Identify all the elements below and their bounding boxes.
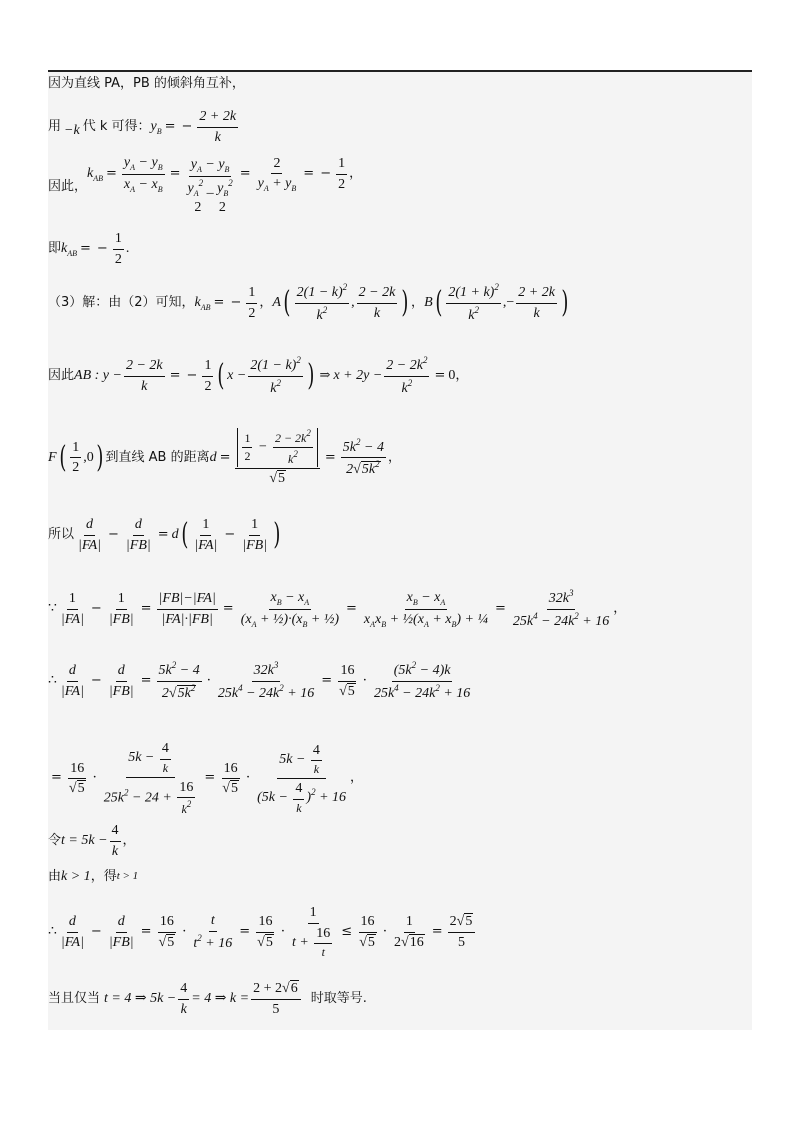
- point-b: B: [424, 295, 433, 311]
- formula-kab-derivation: $k_{AB}$: [87, 165, 104, 183]
- text-line-14: ∴ $\frac{d}{|FA|}$ − $\frac{d}{|FB|}$ = $\frac{16}{√5}$ · $\frac{t}{t^2 + 16}$ = $\frac{16}{√5}$ · 1 t + $\frac{16}{t}$ ≤ $\frac{16}{√5}$ · $\frac{1}{2√16}$ = $\frac{2√5}{5}$: [48, 904, 477, 960]
- formula-yb: $y_B$: [150, 118, 162, 136]
- text-line-15: 当且仅当 t = 4 ⇒ 5k − $\frac{4}{k}$ = 4 ⇒ k = $\frac{2 + 2√6}{5}$ 时取等号.: [48, 981, 367, 1017]
- text-line-4: 即 $k_{AB}$ = − $\frac{1}{2}$ .: [48, 231, 130, 267]
- text-line-1: [48, 76, 245, 92]
- distance-d: d: [209, 450, 217, 465]
- text-line-6: 因此 AB : y − $\frac{2 - 2k}{k}$ = − $\frac{1}{2}$ ( x − $\frac{2(1 - k)^2}{k^2}$ ) ⇒ x + 2y − $\frac{2 - 2k^2}{k^2}$ = 0 ，: [48, 355, 469, 396]
- text-line-8: 所以 $\frac{d}{|FA|}$ − $\frac{d}{|FB|}$ = d ( $\frac{1}{|FA|}$ − $\frac{1}{|FB|}$ ): [48, 517, 281, 553]
- text-line-5: （3）解：由（2）可知， $k_{AB}$ = − $\frac{1}{2}$ ， A ( $\frac{2(1 - k)^2}{k^2}$ , $\frac{2 - 2k}{k}$ ) ， B ( $\frac{2(1 + k)^2}{k^2}$ ,− $\frac{2 + 2k}{k}$ ): [48, 282, 569, 323]
- text-line-2: 用 −k 代 k 可得： $y_B$ = − $\frac{2 + 2k}{k}$: [48, 109, 237, 145]
- text-line-13: 由 k > 1 ，得 t > 1: [48, 868, 139, 884]
- sentence-complementary-angles: 因为直线 PA，PB 的倾斜角互补，: [48, 76, 245, 91]
- line-ab-equation: AB : y −: [74, 368, 122, 384]
- point-a: A: [272, 295, 281, 311]
- text-line-7: F ( $\frac{1}{2}$ ,0 ) 到直线 AB 的距离 d = $\frac{1}{2}$ − $\frac{2 - 2k^2}{k^2}$ √5 = $\frac{5k^2 - 4}{2√5k^2}$ ，: [48, 428, 401, 486]
- text-line-10: ∴ $\frac{d}{|FA|}$ − $\frac{d}{|FB|}$ = $\frac{5k^2 - 4}{2√5k^2}$ · $\frac{32k^3}{25k^4 - 24k^2 + 16}$ = $\frac{16}{√5}$ · $\frac{(5k^2 - 4)k}{25k^4 - 24k^2 + 16}$: [48, 660, 471, 701]
- text-line-9: ∵ $\frac{1}{|FA|}$ − $\frac{1}{|FB|}$ = $\frac{|FB|-|FA|}{|FA|\cdot|FB|}$ = $\frac{x_B - x_A}{(x_A + \frac{1}{2})\cdot(x_B + \frac{1}{2})}$ = $\frac{x_B - x_A}{x_Ax_B + \frac{1}{2}(x_A + x_B) + \frac{1}{4}}$ = $\frac{32k^3}{25k^4 - 24k^2 + 16}$ ，: [48, 588, 627, 629]
- text-line-3: 因此， $k_{AB}$ = $\frac{y_A - y_B}{x_A - x_B}$ = $y_A - y_B$ $y_A^2$ _ $y_B^2$ 2 2 = $\frac{2}{y_A + y_B}$ = − $\frac{1}{2}$ ，: [48, 154, 363, 215]
- text-line-11: = $\frac{16}{√5}$ · 5k − $\frac{4}{k}$ $25k^2 - 24$ + $\frac{16}{k^2}$ = $\frac{16}{√5}$ · 5k − $\frac{4}{k}$ (5k − $\frac{4}{k}$ )$^2$ + 16 ，: [51, 741, 364, 816]
- text-line-12: 令 t = 5k − $\frac{4}{k}$ ，: [48, 823, 136, 859]
